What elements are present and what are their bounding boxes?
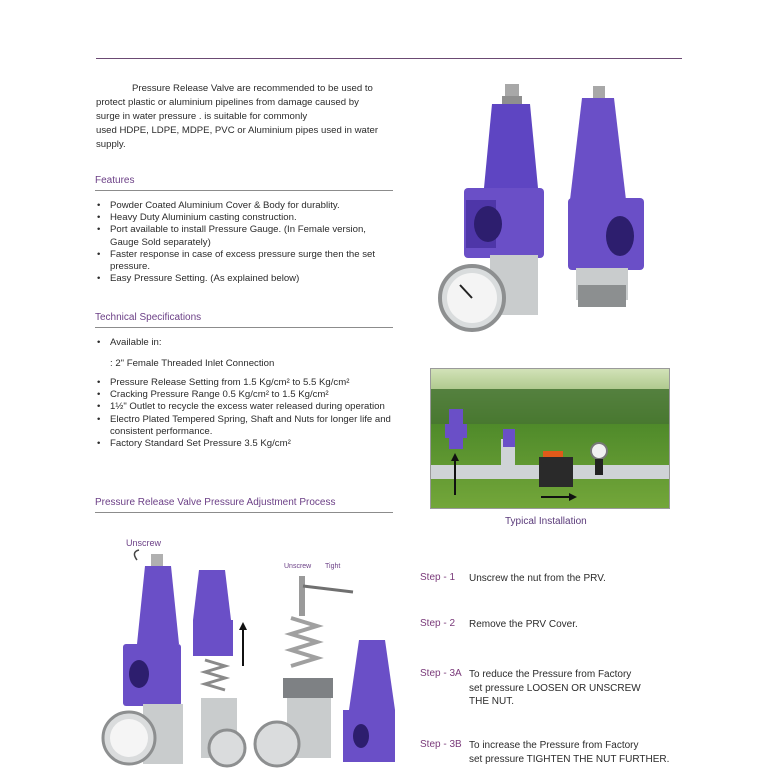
tech-item: • Cracking Pressure Range 0.5 Kg/cm² to 1.5 Kg/cm² — [96, 389, 394, 401]
step-3a-text — [469, 668, 709, 709]
feature-item: • Faster response in case of excess pressure surge then the set pressure. — [96, 249, 394, 273]
step-3a-line: set pressure LOOSEN OR UNSCREW — [469, 682, 641, 694]
intro-paragraph — [96, 82, 394, 152]
step-3b-text — [469, 739, 709, 766]
step-3b-line: To increase the Pressure from Factory — [469, 740, 639, 751]
features-heading: Features — [95, 175, 135, 186]
step-3a-line: To reduce the Pressure from Factory — [469, 669, 632, 680]
step-2-line: Remove the PRV Cover. — [469, 619, 578, 630]
step-1-line: Unscrew the nut from the PRV. — [469, 573, 606, 584]
step-2-text — [469, 618, 709, 632]
feature-item: • Powder Coated Aluminium Cover & Body for durablity. — [96, 200, 394, 212]
tech-item: • Pressure Release Setting from 1.5 Kg/cm² to 5.5 Kg/cm² — [96, 377, 394, 389]
tech-item: • Electro Plated Tempered Spring, Shaft and Nuts for longer life and consistent performance. — [96, 414, 394, 438]
intro-line-2: protect plastic or aluminium pipelines from damage caused by — [96, 97, 359, 108]
tech-inlet: : 2" Female Threaded Inlet Connection — [110, 358, 275, 369]
tech-list — [96, 377, 394, 450]
tech-heading: Technical Specifications — [95, 312, 202, 323]
feature-item: • Easy Pressure Setting. (As explained below) — [96, 273, 394, 285]
tech-item: • Factory Standard Set Pressure 3.5 Kg/cm² — [96, 438, 394, 450]
step-2 — [420, 618, 700, 632]
unscrew-label: Unscrew — [126, 538, 162, 548]
features-list — [96, 200, 394, 285]
step-3a — [420, 668, 700, 710]
tech-available: • Available in: — [96, 337, 394, 349]
tech-available-list — [96, 337, 394, 349]
prv-product-illustration — [430, 80, 660, 340]
step-3b-label: Step - 3B — [420, 739, 462, 750]
tech-item: • 1½" Outlet to recycle the excess water released during operation — [96, 401, 394, 413]
adjustment-process-illustration — [95, 548, 400, 768]
tech-rule — [95, 327, 393, 328]
step-3b — [420, 739, 700, 767]
unscrew-small-label: Unscrew — [284, 563, 312, 570]
step-1-label: Step - 1 — [420, 572, 456, 583]
intro-line-4: used HDPE, LDPE, MDPE, PVC or Aluminium pipes used in water — [96, 125, 379, 136]
intro-line-1: Pressure Release Valve are recommended to be used to — [132, 83, 373, 94]
step-3a-line: THE NUT. — [469, 696, 514, 707]
step-3b-line: set pressure TIGHTEN THE NUT FURTHER. — [469, 753, 670, 765]
intro-line-3: surge in water pressure . is suitable for commonly — [96, 111, 308, 122]
feature-item: • Port available to install Pressure Gauge. (In Female version, Gauge Sold separately) — [96, 224, 394, 248]
features-rule — [95, 190, 393, 191]
process-heading: Pressure Release Valve Pressure Adjustment Process — [95, 497, 336, 508]
installation-scene — [431, 369, 670, 509]
step-1 — [420, 572, 700, 586]
typical-installation-photo — [430, 368, 670, 509]
tight-small-label: Tight — [325, 563, 341, 570]
process-rule — [95, 512, 393, 513]
step-3a-label: Step - 3A — [420, 668, 462, 679]
intro-line-5: supply. — [96, 139, 126, 150]
step-1-text — [469, 572, 709, 586]
step-2-label: Step - 2 — [420, 618, 456, 629]
installation-caption: Typical Installation — [505, 516, 587, 527]
top-rule — [96, 58, 682, 59]
feature-item: • Heavy Duty Aluminium casting construction. — [96, 212, 394, 224]
